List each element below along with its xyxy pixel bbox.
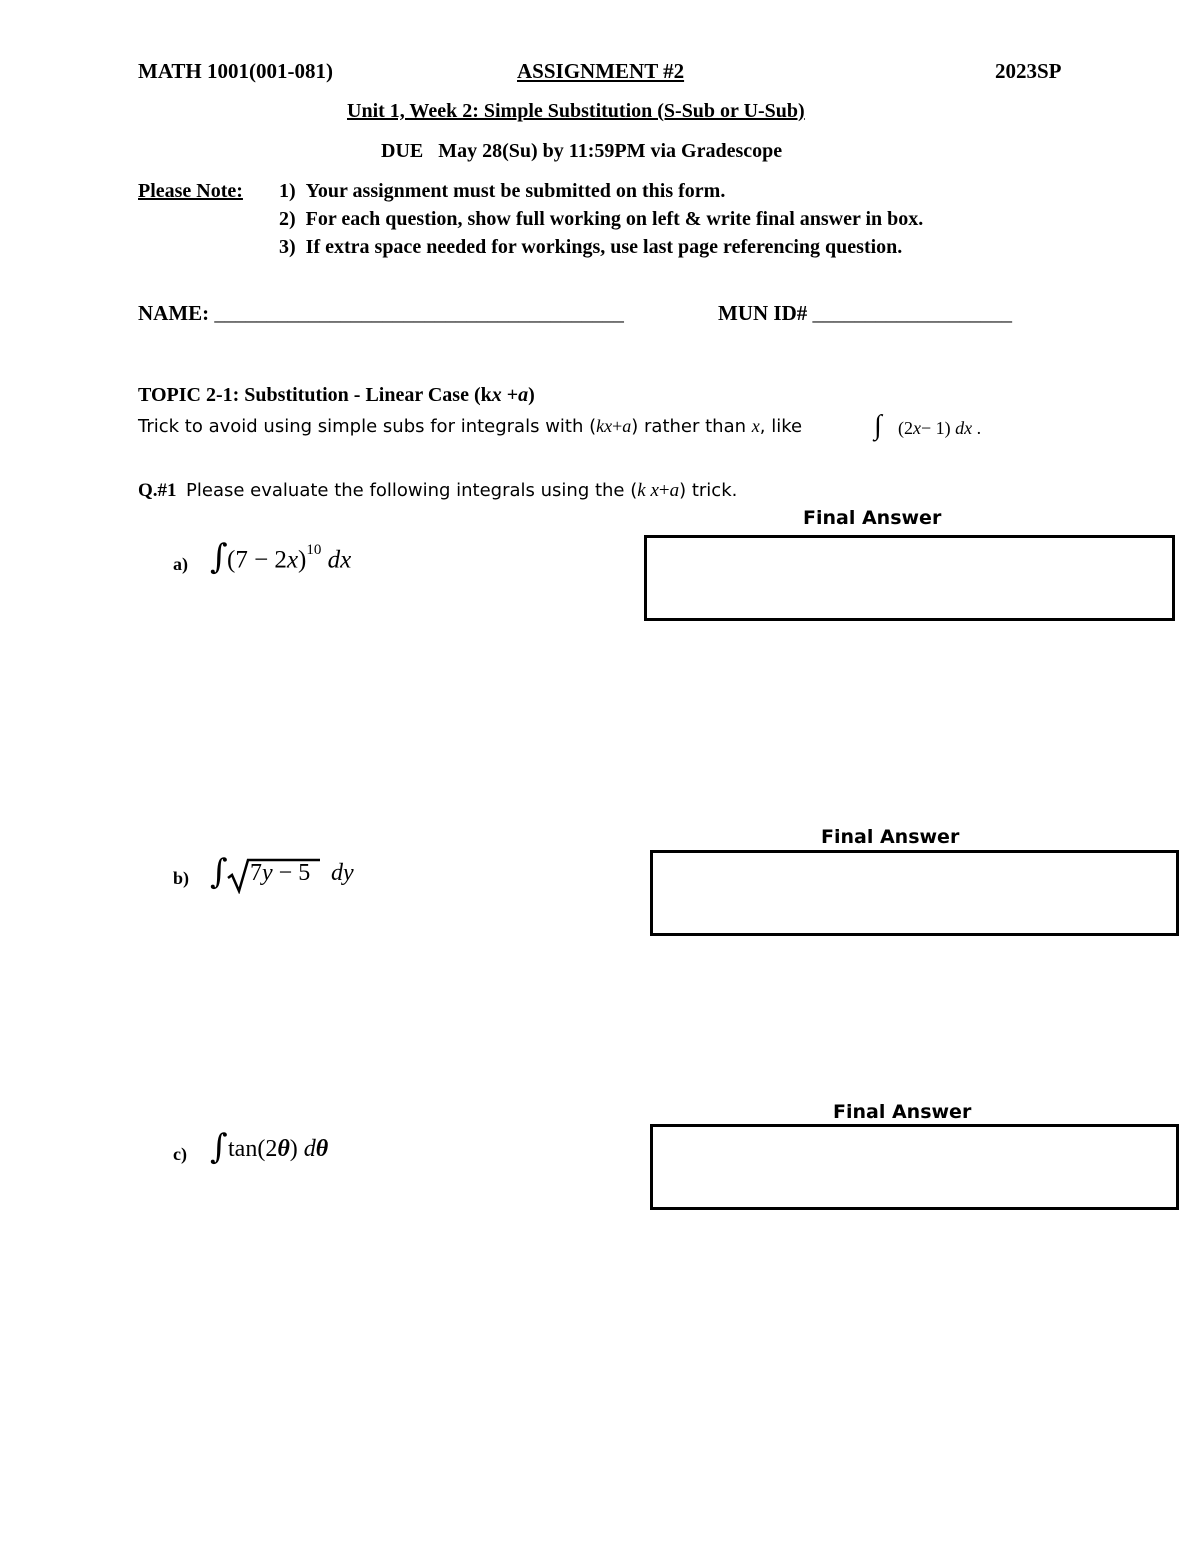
integrand-a-close: ): [298, 546, 307, 574]
due-label: DUE: [381, 140, 424, 162]
q-var-k: k: [637, 480, 646, 501]
unit-subtitle: Unit 1, Week 2: Simple Substitution (S-Sub or U-Sub): [347, 100, 805, 122]
q-var-x: x: [650, 480, 659, 501]
integrand-b-rest: − 5: [272, 860, 311, 886]
integrand-b: [250, 860, 310, 887]
note-text: If extra space needed for workings, use last page referencing question.: [305, 236, 903, 258]
part-a-label: a): [173, 554, 188, 574]
integrand-c-close: ): [289, 1136, 298, 1162]
integrand-c-theta: θ: [277, 1136, 290, 1162]
term-label: 2023SP: [995, 59, 1062, 83]
note-item: [279, 180, 725, 203]
integrand-a-x: x: [286, 546, 299, 574]
topic-plus: +: [501, 384, 519, 406]
note-number: 3): [279, 236, 296, 258]
example-body: (2: [898, 418, 913, 438]
example-rest: − 1): [921, 418, 951, 438]
example-dx: dx: [955, 418, 973, 438]
final-answer-label-c: Final Answer: [833, 1101, 972, 1123]
note-text: Your assignment must be submitted on this form.: [305, 180, 726, 202]
example-integral-sign: ∫: [874, 410, 882, 441]
question-text-end: ) trick.: [679, 480, 738, 501]
note-number: 1): [279, 180, 296, 202]
desc-like: , like: [759, 416, 803, 437]
name-field[interactable]: [138, 301, 624, 326]
integrand-c-dtheta: θ: [315, 1136, 329, 1162]
due-line: [381, 140, 782, 163]
topic-var-a: a: [518, 384, 529, 406]
mun-id-field[interactable]: [718, 301, 1012, 326]
desc-var-x2: x: [751, 416, 760, 436]
topic-close: ): [528, 384, 535, 406]
integral-sign-c: ∫: [210, 1127, 228, 1167]
topic-title-text: TOPIC 2-1: Substitution - Linear Case (k: [138, 384, 492, 406]
integrand-a-base: (7 − 2: [227, 546, 287, 574]
integrand-a-exponent: 10: [306, 542, 322, 558]
final-answer-label-a: Final Answer: [803, 507, 942, 529]
integrand-a-dx: dx: [327, 546, 352, 574]
example-integral: [898, 418, 981, 439]
course-code: MATH 1001(001-081): [138, 59, 333, 83]
desc-mid: ) rather than: [631, 416, 752, 437]
q-var-a: a: [669, 480, 680, 501]
name-blank[interactable]: _______________________________________: [214, 301, 624, 325]
topic-desc-text: Trick to avoid using simple subs for integrals with (: [138, 416, 597, 437]
integrand-b-y: y: [262, 860, 273, 886]
desc-var-a: a: [622, 416, 632, 436]
integrand-c: [228, 1136, 328, 1163]
integrand-c-tan: tan(2: [228, 1136, 278, 1162]
integrand-a: [227, 542, 352, 574]
integral-sign-b: ∫: [210, 852, 228, 892]
q-plus: +: [658, 480, 670, 501]
question-label: Q.#1: [138, 480, 177, 501]
mun-id-blank[interactable]: ___________________: [812, 301, 1012, 325]
example-end: .: [976, 418, 982, 438]
note-item: [279, 236, 902, 259]
answer-box-a[interactable]: [644, 535, 1175, 621]
part-c-label: c): [173, 1144, 187, 1164]
answer-box-c[interactable]: [650, 1124, 1179, 1210]
final-answer-label-b: Final Answer: [821, 826, 960, 848]
integrand-c-d: d: [303, 1136, 316, 1162]
note-number: 2): [279, 208, 296, 230]
integral-sign-a: ∫: [210, 537, 228, 577]
integrand-b-7: 7: [250, 860, 262, 886]
note-text: For each question, show full working on left & write final answer in box.: [305, 208, 924, 230]
example-x: x: [913, 418, 921, 438]
mun-id-label: MUN ID#: [718, 301, 808, 325]
due-text: May 28(Su) by 11:59PM via Gradescope: [438, 140, 783, 162]
desc-var-k: k: [596, 416, 605, 436]
desc-plus: +: [612, 416, 623, 436]
topic-description: [138, 416, 802, 437]
topic-var-x: x: [491, 384, 502, 406]
topic-title: [138, 384, 535, 407]
please-note-label: Please Note:: [138, 180, 243, 202]
note-item: [279, 208, 923, 231]
question-1: [138, 480, 737, 502]
integrand-b-dy: dy: [331, 860, 354, 886]
desc-var-x: x: [604, 416, 613, 436]
name-label: NAME:: [138, 301, 210, 325]
part-b-label: b): [173, 868, 190, 888]
answer-box-b[interactable]: [650, 850, 1179, 936]
question-text: Please evaluate the following integrals using the (: [186, 480, 638, 501]
assignment-title: ASSIGNMENT #2: [517, 59, 685, 83]
